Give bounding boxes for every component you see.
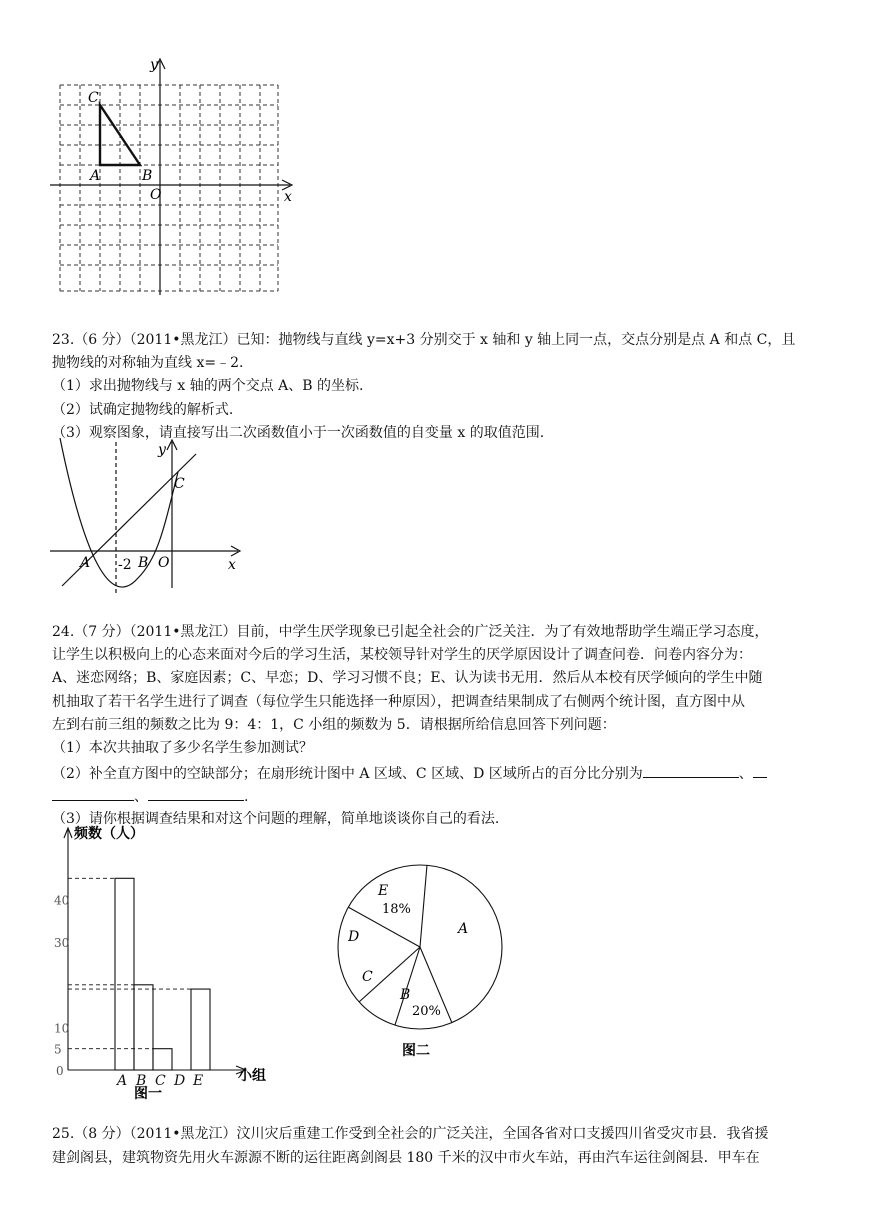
point-b-label: B xyxy=(142,168,153,184)
histogram-x-label: C xyxy=(155,1073,166,1089)
histogram-y-tick: 30 xyxy=(54,936,70,951)
q24-part1: （1）本次共抽取了多少名学生参加测试？ xyxy=(52,740,313,756)
pie-chart xyxy=(330,855,510,1070)
point-c-label: C xyxy=(88,90,99,106)
parabola-a-label: A xyxy=(80,555,91,571)
histogram-x-label: A xyxy=(117,1073,128,1089)
pie-value-b: 20% xyxy=(412,1004,441,1019)
histogram-y-tick: 10 xyxy=(54,1021,70,1036)
pie-label-e: E xyxy=(378,883,389,899)
q24-line3: A、迷恋网络；B、家庭因素；C、早恋；D、学习习惯不良；E、认为读书无用．然后从本校有厌学倾向的学生中随 xyxy=(52,670,763,686)
q23-head2: 抛物线的对称轴为直线 x=﹣2. xyxy=(52,355,244,371)
pie-label-c: C xyxy=(362,969,373,985)
grid-y-label: y xyxy=(150,57,158,73)
parabola-x-label: x xyxy=(228,557,236,573)
q24-sep2: 、 xyxy=(134,789,148,805)
histogram-y-tick: 40 xyxy=(54,893,70,908)
histogram-x-label: E xyxy=(193,1073,204,1089)
q24-line1: 24.（7 分）（2011•黑龙江）目前，中学生厌学现象已引起全社会的广泛关注．为了有效地帮助学生端正学习态度， xyxy=(52,624,769,640)
q24-sep1: 、 xyxy=(738,766,753,782)
q23-part2: （2）试确定抛物线的解析式. xyxy=(52,402,234,418)
pie-label-b: B xyxy=(400,987,411,1003)
q23-head: 23.（6 分）（2011•黑龙江）已知：抛物线与直线 y=x+3 分别交于 x 轴和 y 轴上同一点，交点分别是点 A 和点 C，且 xyxy=(52,332,796,348)
histogram-x-label: D xyxy=(174,1073,186,1089)
q24-line5: 左到右前三组的频数之比为 9：4：1，C 小组的频数为 5．请根据所给信息回答下列问题： xyxy=(52,717,616,733)
parabola-y-label: y xyxy=(158,442,166,458)
q23-part3: （3）观察图象，请直接写出二次函数值小于一次函数值的自变量 x 的取值范围. xyxy=(52,425,545,441)
parabola-neg2-label: -2 xyxy=(118,557,132,573)
q24-line4: 机抽取了若干名学生进行了调查（每位学生只能选择一种原因），把调查结果制成了右侧两个统计图，直方图中从 xyxy=(52,694,745,710)
grid-origin-label: O xyxy=(150,187,162,203)
grid-x-label: x xyxy=(284,189,292,205)
parabola-b-label: B xyxy=(138,555,149,571)
histogram-bar xyxy=(115,878,134,1070)
histogram-xlabel: 小组 xyxy=(238,1068,266,1084)
parabola-figure xyxy=(48,436,248,594)
pie-label-a: A xyxy=(458,921,469,937)
pie-value-e: 18% xyxy=(382,902,411,917)
pie-caption: 图二 xyxy=(402,1043,430,1059)
parabola-c-label: C xyxy=(174,476,185,492)
histogram-x-label: B xyxy=(136,1073,147,1089)
histogram-ylabel: 频数（人） xyxy=(74,826,144,842)
q24-end: . xyxy=(244,789,249,805)
histogram-bar xyxy=(134,985,153,1070)
histogram-bar xyxy=(191,989,210,1070)
point-a-label: A xyxy=(90,168,101,184)
parabola-o-label: O xyxy=(158,555,170,571)
pie-label-d: D xyxy=(348,929,360,945)
histogram-y-tick: 0 xyxy=(56,1064,64,1078)
q23-part1: （1）求出抛物线与 x 轴的两个交点 A、B 的坐标. xyxy=(52,378,364,394)
q24-part3: （3）请你根据调查结果和对这个问题的理解，简单地谈谈你自己的看法. xyxy=(52,811,500,827)
answer-blank-d xyxy=(148,786,244,801)
q24-blanks-row xyxy=(52,786,248,806)
q24-line2: 让学生以积极向上的心态来面对今后的学习生活，某校领导针对学生的厌学原因设计了调查问卷．问卷内容分为： xyxy=(52,647,752,663)
answer-blank-c-start xyxy=(753,763,767,778)
q24-part2: （2）补全直方图中的空缺部分；在扇形统计图中 A 区域、C 区域、D 区域所占的百分比分别为 xyxy=(52,766,643,782)
answer-blank-c-end xyxy=(52,786,134,801)
grid-figure xyxy=(50,55,300,300)
q25-line1: 25.（8 分）（2011•黑龙江）汶川灾后重建工作受到全社会的广泛关注，全国各省对口支援四川省受灾市县．我省援 xyxy=(52,1126,769,1142)
q25-line2: 建剑阁县，建筑物资先用火车源源不断的运往距离剑阁县 180 千米的汉中市火车站，再由汽车运往剑阁县．甲车在 xyxy=(52,1150,760,1166)
q24-part2-row xyxy=(52,763,767,783)
histogram-y-tick: 5 xyxy=(54,1042,62,1057)
histogram-bar xyxy=(153,1049,172,1070)
histogram-chart xyxy=(48,822,288,1107)
histogram-caption: 图一 xyxy=(134,1086,162,1102)
answer-blank-a xyxy=(643,763,739,778)
